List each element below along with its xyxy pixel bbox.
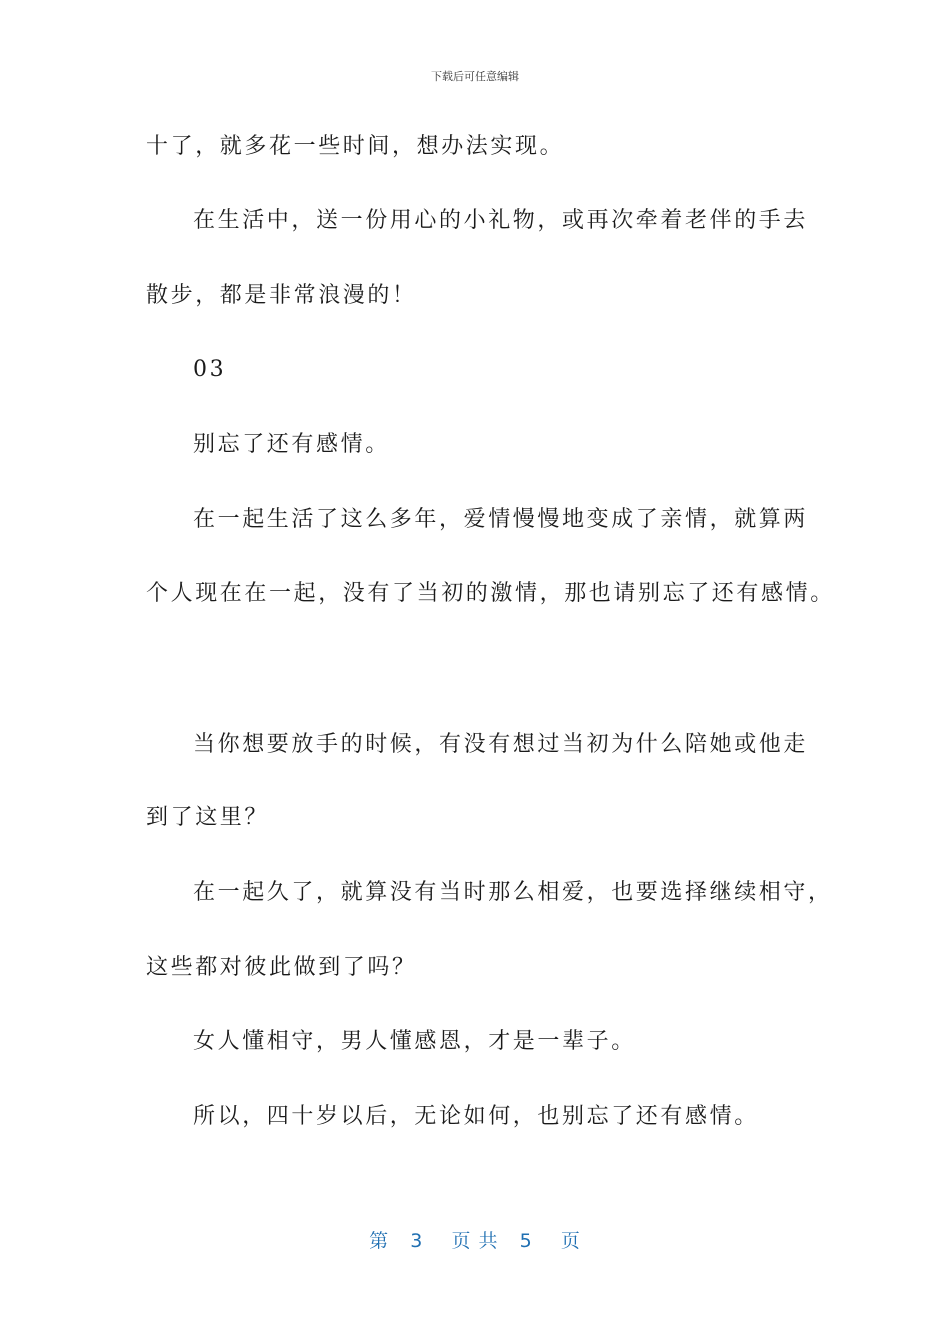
text-line: 十了，就多花一些时间，想办法实现。 — [146, 134, 565, 159]
text-line: 所以，四十岁以后，无论如何，也别忘了还有感情。 — [193, 1104, 759, 1129]
text-line: 当你想要放手的时候，有没有想过当初为什么陪她或他走 — [193, 732, 809, 757]
text-line: 个人现在在一起，没有了当初的激情，那也请别忘了还有感情。 — [146, 581, 835, 606]
text-line: 到了这里？ — [146, 805, 270, 830]
section-heading: 别忘了还有感情。 — [193, 432, 390, 457]
text-line: 在一起久了，就算没有当时那么相爱，也要选择继续相守， — [193, 880, 833, 905]
text-line: 在生活中，送一份用心的小礼物，或再次牵着老伴的手去 — [193, 208, 809, 233]
text-line: 散步，都是非常浪漫的！ — [146, 283, 417, 308]
footer-label-total: 页 共 — [451, 1230, 499, 1252]
total-pages-number: 5 — [519, 1230, 533, 1252]
text-line: 女人懂相守，男人懂感恩，才是一辈子。 — [193, 1029, 636, 1054]
footer-label-page: 第 — [369, 1230, 390, 1252]
section-number: 03 — [193, 357, 227, 382]
text-line: 在一起生活了这么多年，爱情慢慢地变成了亲情，就算两 — [193, 507, 809, 532]
page-footer — [0, 1226, 950, 1253]
current-page-number: 3 — [410, 1230, 424, 1252]
footer-label-end: 页 — [560, 1230, 581, 1252]
text-line: 这些都对彼此做到了吗？ — [146, 955, 417, 980]
page-header: 下载后可任意编辑 — [431, 70, 519, 83]
